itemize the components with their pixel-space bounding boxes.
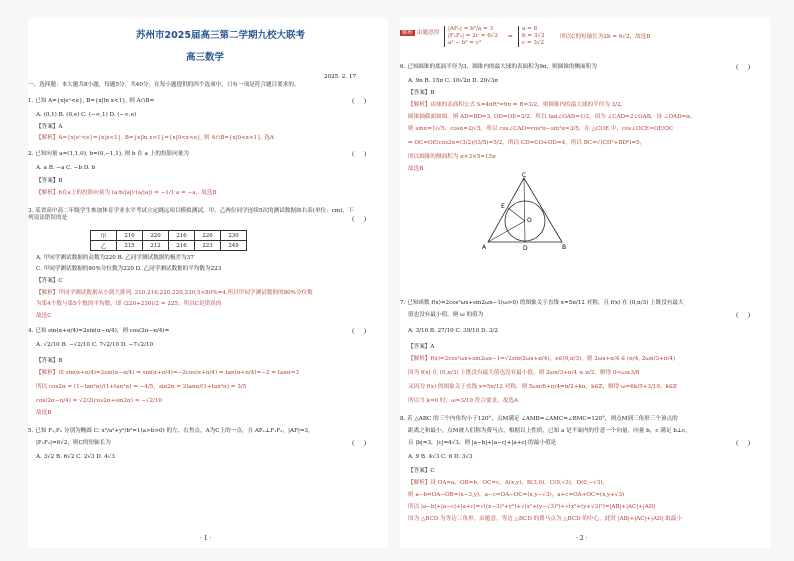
equation-line: |F₁F₂| = 2c = 6√2: [448, 33, 498, 39]
table-row: [91, 231, 247, 241]
equation-system: [444, 26, 498, 47]
table-cell: 215: [117, 241, 143, 251]
q4-solution-2: 所以 cos2α = (1−tan²α)/(1+tan²α) = −4/5，sin2α = 2tanα/(1+tan²α) = 3/5: [36, 384, 247, 390]
answer-blank: ( ): [736, 440, 751, 447]
q7-solution-2: 因为 f(x) 在 (0,π/3) 上既没有最大值也没有最小值，则 2ωπ/3+π/4 ≤ π/2，解得 0<ω≤3/8: [408, 370, 640, 376]
label-e: E: [501, 203, 505, 210]
question-1: 1. 已知 A={x|eˣ<e}, B={x|ln x<1}, 则 A∩B=: [28, 98, 155, 104]
table-cell: 223: [195, 241, 221, 251]
q3-options-ab: A. 甲同学测试数据的众数为220 B. 乙同学测试数据的极差为37: [36, 255, 194, 261]
question-3: 3. 某省高中高二年级学生参加体育学业水平考试立定跳远项目模拟测试，甲、乙两位同学连续5次的测试数据如右表(单位：cm)，下列说法错误的是: [28, 208, 354, 221]
q5-options: A. 3√2 B. 6√2 C. 2√3 D. 4√3: [36, 454, 115, 460]
label-a: A: [482, 244, 487, 251]
question-8-cont: 距离之和最小，点M被人们称为费马点，根据以上性质，已知 a 是平面内的任意一个向量，向量 b，c 满足 b⊥c，: [408, 428, 691, 434]
exam-date: 2025. 2. 17: [324, 74, 357, 80]
q6-solution-5: 所以圆锥的侧面积为 π×3×5=15π: [408, 154, 496, 160]
q6-solution: 【解析】由球的表面积公式 S=4πR²=9π ⇒ R=3/2，则圆锥内的最大球的半径为 3/2，: [408, 102, 627, 108]
q6-options: A. 9π B. 15π C. 10√2π D. 20√3π: [408, 78, 498, 84]
question-5: 5. 已知 F₁,F₂ 分别为椭圆 C: x²/a²+y²/b²=1(a>b>0) 的左、右焦点，A为C上的一点，且 AF₁⊥F₁F₂，|AF|=3,: [28, 428, 310, 434]
q4-solution: 【解析】由 sin(α+π/4)=2sin(α−π/4) ⇒ sin(α+π/4)=−2cos(α+π/4) ⇒ tan(α+π/4)=−2 ⇒ tanα=3: [36, 370, 299, 376]
q4-options: A. √2/10 B. −√2/10 C. 7√2/10 D. −7√2/10: [36, 342, 154, 348]
q8-solution-3: 所以 |a−b|+|a−c|+|a+c|=√((x−3)²+y²)+√(x²+(y−√3)²)+√(x²+(y+√3)²)=|AB|+|AC|+|AD|: [408, 504, 656, 510]
q4-answer: 【答案】B: [36, 358, 63, 364]
question-7-cont: 值也没有最小值，则 ω 的值为: [408, 312, 484, 318]
answer-blank: ( ): [352, 98, 367, 105]
table-cell: 230: [221, 231, 247, 241]
page-2: [400, 18, 770, 548]
q2-answer: 【答案】B: [36, 178, 63, 184]
q6-solution-2: 圆锥轴截面如图，则 AD=BD=3, OD=OE=3/2，所以 tan∠OAD=1/2，因为 ∠CAD=2∠OAB，设 ∠OAD=α，: [408, 114, 696, 120]
exam-subject: 高三数学: [186, 52, 225, 63]
page-number: · 2 ·: [576, 535, 588, 542]
page-1: [28, 18, 388, 548]
table-cell: 220: [143, 231, 169, 241]
q5-conclusion: 所以C的短轴长为2b = 6√2，故选B: [560, 34, 651, 40]
question-7: 7. 已知函数 f(x)=2cos²ωx+sin2ωx−1(ω>0) 的图象关于直线 x=5π/12 对称，且 f(x) 在 (0,π/3) 上既没有最大: [400, 300, 684, 306]
q3-solution: 【解析】甲同学测试数据从小到大排列, 210,216,220,220,230,5×80%=4,所以甲同学测试数据的80%分位数: [36, 290, 313, 296]
question-5-cont: |F₁F₂|=6√2，则C的短轴长为: [36, 440, 111, 446]
label-o: O: [527, 217, 532, 224]
q1-answer: 【答案】A: [36, 124, 63, 130]
table-row: [91, 241, 247, 251]
answer-blank: ( ): [736, 64, 751, 71]
q4-solution-3: cos(2α−π/4) = √2/2(cos2α+sin2α) = −√2/10: [36, 398, 163, 404]
solution-tag: 解析 由题意得: [402, 30, 440, 36]
q3-options-cd: C. 甲同学测试数据的80%分位数为220 D. 乙同学测试数据的平均数为223: [36, 266, 222, 272]
table-cell: 乙: [91, 241, 117, 251]
answer-blank: ( ): [736, 312, 751, 319]
answer-blank: ( ): [352, 216, 367, 223]
q7-conclusion: 所以当 k=0 时，ω=3/10 符合要求，故选A: [408, 398, 518, 404]
q8-solution-2: 则 a−b=OA−OB=(x−3,y)，a−c=OA−OC=(x,y−√3)，a+c=OA+OC=(x,y+√3): [408, 492, 625, 498]
q8-options: A. 9 B. 4√3 C. 6 D. 3√3: [408, 454, 473, 460]
table-cell: 212: [143, 241, 169, 251]
score-table: [90, 230, 247, 251]
table-cell: 216: [169, 231, 195, 241]
table-cell: 216: [169, 241, 195, 251]
q1-solution: 【解析】A={x|eˣ<e}={x|x<1}, B={x|ln x<1}={x|0<x<e}, 则 A∩B={x|0<x<1}, 选A: [36, 135, 274, 141]
table-cell: 249: [221, 241, 247, 251]
q2-solution: 【解析】b在a上的投影向量为 (a·b/|a|)·(a/|a|) = −1/1·a = −a，故选B: [36, 190, 217, 196]
q4-conclusion: 故选B: [36, 410, 52, 416]
q8-solution-4: 因为 △BCD 为等边三角形，由题意，等边 △BCD 的费马点为 △BCD 的中心，此时 |AB|+|AC|+|AD| 取最小: [408, 516, 682, 522]
label-c: C: [522, 172, 527, 179]
q3-answer: 【答案】C: [36, 278, 63, 284]
section-heading: 一、选择题：本大题共8小题，每题5分，共40分。在每小题提供的四个选项中，只有一项是符合题目要求的。: [28, 82, 300, 88]
q2-options: A. a B. −a C. −b D. b: [36, 165, 96, 171]
label-b: B: [562, 244, 567, 251]
q8-answer: 【答案】C: [408, 468, 435, 474]
q3-solution-2: 为第4个数与第5个数的平均数，即 (220+230)/2 = 225，所以C是错误的: [36, 301, 222, 307]
table-cell: 甲: [91, 231, 117, 241]
table-cell: 220: [195, 231, 221, 241]
q6-solution-4: ⇒ OC=OE/cos2α=(3/2)/(3/5)=5/2，所以 CD=CO+OD=4，所以 BC=√(CD²+BD²)=5，: [408, 140, 646, 146]
table-cell: 210: [117, 231, 143, 241]
answer-blank: ( ): [352, 328, 367, 335]
q7-solution-3: 又因为 f(x) 的图象关于直线 x=5π/12 对称，则 5ωπ/6+π/4=π/2+kπ，k∈Z，解得 ω=6k/5+3/10，k∈Z: [408, 384, 677, 390]
q7-solution: 【解析】f(x)=2cos²ωx+sin2ωx−1=√2sin(2ωx+π/4)，x∈(0,π/3)，则 2ωx+π/4 ∈ (π/4, 2ωπ/3+π/4): [408, 356, 676, 362]
q3-conclusion: 故选C: [36, 313, 52, 319]
question-4: 4. 已知 sin(α+π/4)=2sin(α−π/4)，则 cos(2α−π/4)=: [28, 328, 170, 334]
q1-options: A. (0,1) B. (0,e) C. (−∞,1) D. (−∞,e): [36, 112, 137, 118]
q6-solution-3: 则 sinα=1/√5，cosα=2/√5，所以 cos∠CAD=cos²α−sin²α=3/5，在 △COE 中，cos∠OCE=OE/OC: [408, 126, 674, 132]
q8-solution: 【解析】设 OA=a，OB=b，OC=c，A(x,y)，B(3,0)，C(0,√3)，D(0,−√3)，: [408, 480, 609, 486]
equation-line: a = 6: [522, 26, 538, 32]
arrow: ⇒: [508, 34, 513, 40]
question-2: 2. 已知向量 a=(1,1,0), b=(0,−1,1), 则 b 在 a 上的投影向量为: [28, 151, 189, 157]
exam-title: 苏州市2025届高三第二学期九校大联考: [136, 30, 305, 41]
solution-system: [518, 26, 545, 47]
label-d: D: [523, 245, 528, 252]
q6-answer: 【答案】B: [408, 90, 435, 96]
q6-conclusion: 故选B: [408, 166, 424, 172]
equation-line: |AF₁| = b²/a = 3: [448, 26, 494, 32]
q7-options: A. 3/10 B. 27/10 C. 39/10 D. 3/2: [408, 328, 498, 334]
q7-answer: 【答案】A: [408, 344, 435, 350]
page-number: · 1 ·: [200, 535, 212, 542]
cone-cross-section-figure: [482, 172, 568, 252]
equation-line: b = 3√2: [522, 33, 545, 39]
question-8: 8. 若 △ABC 的三个内角均小于120°，点M满足 ∠AMB=∠AMC=∠BMC=120°，则点M到三角形三个顶点的: [400, 416, 678, 422]
equation-line: a² − b² = c²: [448, 40, 482, 46]
question-8-cont-2: 且 |b|=3，|c|=4√3，则 |a−b|+|a−c|+|a+c| 的最小值是: [408, 440, 557, 446]
question-6: 6. 已知圆锥的底面半径为3，圆锥内的最大球的表面积为9π，则圆锥的侧面积为: [400, 64, 597, 70]
answer-blank: ( ): [352, 151, 367, 158]
equation-line: c = 3√2: [522, 40, 545, 46]
answer-blank: ( ): [352, 440, 367, 447]
